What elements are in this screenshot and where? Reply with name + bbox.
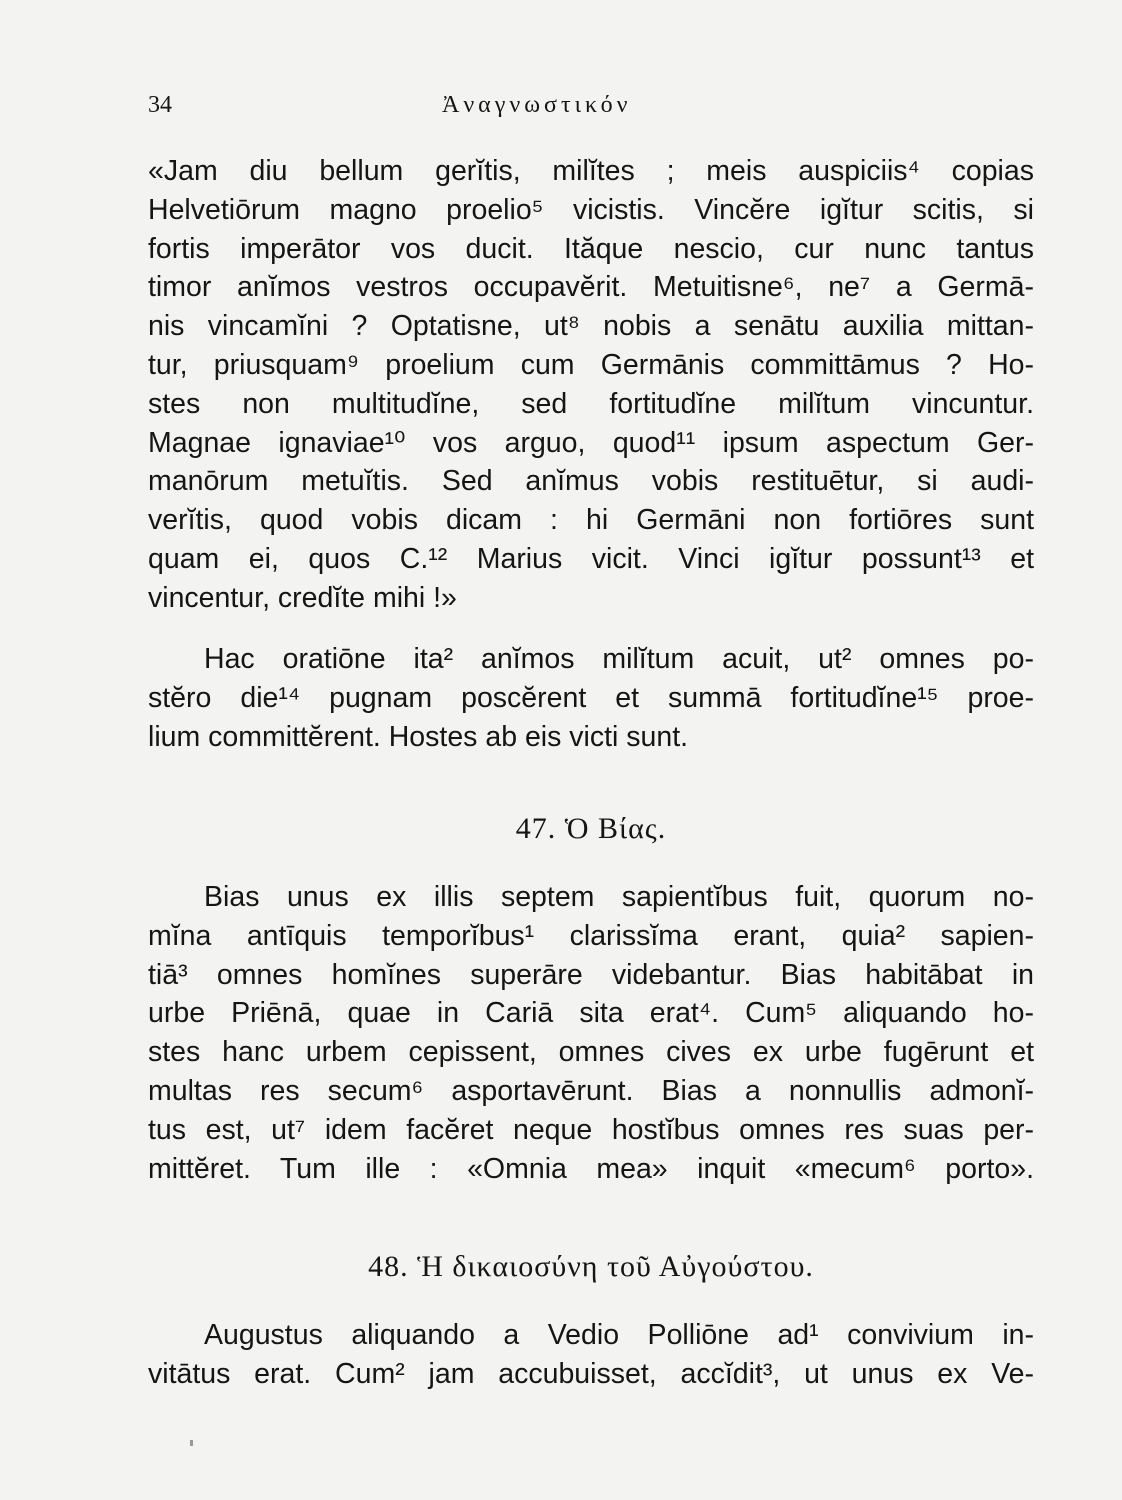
- text-line: vincentur, credĭte mihi !»: [148, 581, 457, 614]
- text-line: manōrum metuĭtis. Sed anĭmus vobis restituētur, si audi-: [148, 465, 1034, 498]
- print-speck: [190, 1440, 193, 1446]
- text-line: urbe Priēnā, quae in Cariā sita erat⁴. Cum⁵ aliquando ho-: [148, 997, 1034, 1030]
- text-line: lium committĕrent. Hostes ab eis victi sunt.: [148, 720, 689, 753]
- text-line: mĭna antīquis temporĭbus¹ clarissĭma erant, quia² sapien-: [148, 919, 1034, 952]
- section-heading-48: 48. Ἡ δικαιοσύνη τοῦ Αὐγούστου.: [368, 1250, 814, 1283]
- speech-paragraph: [148, 152, 1034, 618]
- text-line: Bias unus ex illis septem sapientĭbus fuit, quorum no-: [204, 881, 1034, 913]
- augustus-paragraph: [148, 1316, 1034, 1394]
- text-line: Hac oratiōne ita² anĭmos milĭtum acuit, ut² omnes po-: [204, 643, 1034, 675]
- text-line: timor anĭmos vestros occupavĕrit. Metuitisne⁶, ne⁷ a Germā-: [148, 271, 1034, 304]
- text-line: quam ei, quos C.¹² Marius vicit. Vinci igĭtur possunt¹³ et: [148, 542, 1034, 575]
- text-line: vitātus erat. Cum² jam accubuisset, accĭdit³, ut unus ex Ve-: [148, 1357, 1034, 1390]
- running-head: [148, 92, 1028, 132]
- text-line: stĕro die¹⁴ pugnam poscĕrent et summā fortitudĭne¹⁵ proe-: [148, 681, 1034, 714]
- narrative-paragraph: [148, 640, 1034, 756]
- text-line: tur, priusquam⁹ proelium cum Germānis committāmus ? Ho-: [148, 348, 1034, 381]
- text-line: Helvetiōrum magno proelio⁵ vicistis. Vincĕre igĭtur scitis, si: [148, 193, 1034, 226]
- text-line: Augustus aliquando a Vedio Polliōne ad¹ convivium in-: [204, 1319, 1034, 1351]
- page-number: 34: [148, 92, 172, 118]
- text-line: stes non multitudĭne, sed fortitudĭne milĭtum vincuntur.: [148, 387, 1034, 420]
- text-line: stes hanc urbem cepissent, omnes cives ex urbe fugērunt et: [148, 1036, 1034, 1069]
- text-line: multas res secum⁶ asportavērunt. Bias a nonnullis admonĭ-: [148, 1074, 1034, 1107]
- text-line: «Jam diu bellum gerĭtis, milĭtes ; meis auspiciis⁴ copias: [148, 155, 1034, 187]
- bias-paragraph: [148, 878, 1034, 1188]
- text-line: Magnae ignaviae¹⁰ vos arguo, quod¹¹ ipsum aspectum Ger-: [148, 426, 1034, 459]
- text-line: nis vincamĭni ? Optatisne, ut⁸ nobis a senātu auxilia mittan-: [148, 310, 1034, 343]
- text-line: mittĕret. Tum ille : «Omnia mea» inquit «mecum⁶ porto».: [148, 1152, 1034, 1185]
- running-title: Ἀναγνωστικόν: [442, 92, 632, 118]
- text-line: tus est, ut⁷ idem facĕret neque hostĭbus omnes res suas per-: [148, 1113, 1034, 1146]
- text-line: verĭtis, quod vobis dicam : hi Germāni non fortiōres sunt: [148, 504, 1034, 537]
- text-line: fortis imperātor vos ducit. Ităque nescio, cur nunc tantus: [148, 232, 1034, 265]
- text-line: tiā³ omnes homĭnes superāre videbantur. Bias habitābat in: [148, 958, 1034, 991]
- section-heading-47: 47. Ὁ Βίας.: [515, 812, 667, 845]
